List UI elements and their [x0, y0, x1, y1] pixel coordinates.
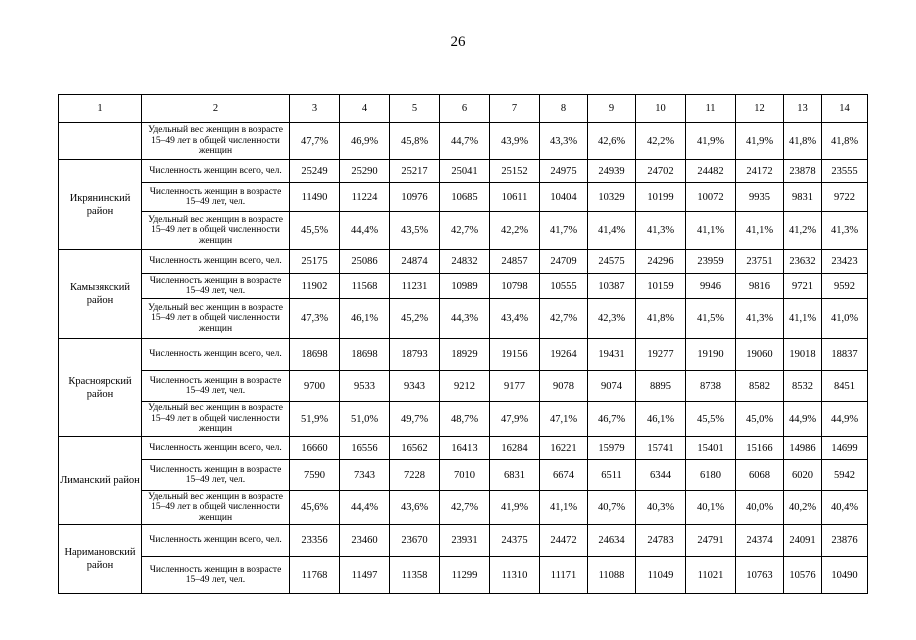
value-cell: 41,1%: [736, 212, 784, 250]
value-cell: 43,3%: [540, 123, 588, 160]
district-name: Икрянинский район: [59, 160, 142, 250]
table-header-row: [59, 95, 868, 123]
district-name: Красноярский район: [59, 339, 142, 437]
value-cell: 10490: [822, 557, 868, 594]
value-cell: 10576: [784, 557, 822, 594]
value-cell: 42,2%: [490, 212, 540, 250]
value-cell: 7228: [390, 460, 440, 491]
column-header: 2: [142, 95, 290, 123]
table-row: [59, 437, 868, 460]
value-cell: 51,9%: [290, 402, 340, 437]
value-cell: 19264: [540, 339, 588, 371]
value-cell: 6344: [636, 460, 686, 491]
value-cell: 46,7%: [588, 402, 636, 437]
value-cell: 8532: [784, 371, 822, 402]
district-name: Лиманский район: [59, 437, 142, 525]
value-cell: 24702: [636, 160, 686, 183]
table-row: [59, 557, 868, 594]
value-cell: 9343: [390, 371, 440, 402]
indicator-label: Численность женщин в возрасте 15–49 лет, чел.: [142, 460, 290, 491]
value-cell: 23959: [686, 250, 736, 274]
value-cell: 44,9%: [822, 402, 868, 437]
column-header: 1: [59, 95, 142, 123]
column-header: 8: [540, 95, 588, 123]
value-cell: 7010: [440, 460, 490, 491]
table-row: [59, 183, 868, 212]
indicator-label: Удельный вес женщин в возрасте 15–49 лет в общей численности женщин: [142, 402, 290, 437]
value-cell: 41,9%: [490, 491, 540, 525]
value-cell: 24472: [540, 525, 588, 557]
value-cell: 16284: [490, 437, 540, 460]
value-cell: 24482: [686, 160, 736, 183]
value-cell: 41,3%: [736, 299, 784, 339]
value-cell: 11021: [686, 557, 736, 594]
value-cell: 11568: [340, 274, 390, 299]
value-cell: 11231: [390, 274, 440, 299]
value-cell: 45,6%: [290, 491, 340, 525]
district-name: Камызякский район: [59, 250, 142, 339]
value-cell: 47,9%: [490, 402, 540, 437]
value-cell: 8738: [686, 371, 736, 402]
value-cell: 19060: [736, 339, 784, 371]
value-cell: 11049: [636, 557, 686, 594]
value-cell: 10199: [636, 183, 686, 212]
value-cell: 24939: [588, 160, 636, 183]
value-cell: 47,7%: [290, 123, 340, 160]
value-cell: 24791: [686, 525, 736, 557]
value-cell: 44,9%: [784, 402, 822, 437]
value-cell: 9592: [822, 274, 868, 299]
value-cell: 24575: [588, 250, 636, 274]
statistics-table: [58, 94, 868, 594]
value-cell: 18793: [390, 339, 440, 371]
value-cell: 11902: [290, 274, 340, 299]
value-cell: 24874: [390, 250, 440, 274]
value-cell: 42,7%: [440, 491, 490, 525]
value-cell: 41,8%: [636, 299, 686, 339]
indicator-label: Численность женщин в возрасте 15–49 лет, чел.: [142, 274, 290, 299]
value-cell: 15166: [736, 437, 784, 460]
district-name: [59, 123, 142, 160]
indicator-label: Численность женщин в возрасте 15–49 лет, чел.: [142, 557, 290, 594]
value-cell: 41,8%: [784, 123, 822, 160]
column-header: 4: [340, 95, 390, 123]
value-cell: 10989: [440, 274, 490, 299]
value-cell: 9721: [784, 274, 822, 299]
value-cell: 19190: [686, 339, 736, 371]
column-header: 7: [490, 95, 540, 123]
value-cell: 23931: [440, 525, 490, 557]
value-cell: 24634: [588, 525, 636, 557]
value-cell: 9831: [784, 183, 822, 212]
value-cell: 49,7%: [390, 402, 440, 437]
table-row: [59, 250, 868, 274]
value-cell: 24296: [636, 250, 686, 274]
value-cell: 41,1%: [784, 299, 822, 339]
page-number: 26: [450, 34, 466, 50]
value-cell: 23876: [822, 525, 868, 557]
value-cell: 10555: [540, 274, 588, 299]
value-cell: 9074: [588, 371, 636, 402]
value-cell: 23356: [290, 525, 340, 557]
table-row: [59, 274, 868, 299]
column-header: 10: [636, 95, 686, 123]
value-cell: 41,5%: [686, 299, 736, 339]
value-cell: 25041: [440, 160, 490, 183]
indicator-label: Удельный вес женщин в возрасте 15–49 лет в общей численности женщин: [142, 299, 290, 339]
column-header: 9: [588, 95, 636, 123]
value-cell: 45,2%: [390, 299, 440, 339]
table-row: [59, 123, 868, 160]
value-cell: 43,5%: [390, 212, 440, 250]
value-cell: 41,0%: [822, 299, 868, 339]
value-cell: 40,4%: [822, 491, 868, 525]
indicator-label: Удельный вес женщин в возрасте 15–49 лет в общей численности женщин: [142, 491, 290, 525]
value-cell: 45,5%: [686, 402, 736, 437]
value-cell: 8582: [736, 371, 784, 402]
value-cell: 41,9%: [736, 123, 784, 160]
indicator-label: Численность женщин всего, чел.: [142, 339, 290, 371]
table-row: [59, 402, 868, 437]
value-cell: 9722: [822, 183, 868, 212]
value-cell: 44,7%: [440, 123, 490, 160]
value-cell: 6068: [736, 460, 784, 491]
value-cell: 11224: [340, 183, 390, 212]
value-cell: 44,4%: [340, 212, 390, 250]
table-row: [59, 460, 868, 491]
value-cell: 7590: [290, 460, 340, 491]
value-cell: 24375: [490, 525, 540, 557]
value-cell: 10387: [588, 274, 636, 299]
value-cell: 44,3%: [440, 299, 490, 339]
indicator-label: Численность женщин всего, чел.: [142, 525, 290, 557]
value-cell: 10159: [636, 274, 686, 299]
value-cell: 16221: [540, 437, 588, 460]
value-cell: 24975: [540, 160, 588, 183]
value-cell: 41,4%: [588, 212, 636, 250]
indicator-label: Численность женщин всего, чел.: [142, 160, 290, 183]
value-cell: 41,8%: [822, 123, 868, 160]
value-cell: 41,9%: [686, 123, 736, 160]
table-row: [59, 339, 868, 371]
value-cell: 23460: [340, 525, 390, 557]
value-cell: 51,0%: [340, 402, 390, 437]
value-cell: 16556: [340, 437, 390, 460]
value-cell: 48,7%: [440, 402, 490, 437]
value-cell: 41,1%: [686, 212, 736, 250]
value-cell: 14699: [822, 437, 868, 460]
column-header: 6: [440, 95, 490, 123]
value-cell: 24832: [440, 250, 490, 274]
indicator-label: Удельный вес женщин в возрасте 15–49 лет в общей численности женщин: [142, 123, 290, 160]
value-cell: 10329: [588, 183, 636, 212]
value-cell: 15401: [686, 437, 736, 460]
value-cell: 6831: [490, 460, 540, 491]
value-cell: 9177: [490, 371, 540, 402]
value-cell: 41,2%: [784, 212, 822, 250]
value-cell: 24709: [540, 250, 588, 274]
value-cell: 10611: [490, 183, 540, 212]
value-cell: 43,6%: [390, 491, 440, 525]
value-cell: 25175: [290, 250, 340, 274]
indicator-label: Численность женщин в возрасте 15–49 лет, чел.: [142, 371, 290, 402]
value-cell: 18929: [440, 339, 490, 371]
column-header: 5: [390, 95, 440, 123]
table-row: [59, 299, 868, 339]
value-cell: 23878: [784, 160, 822, 183]
indicator-label: Численность женщин всего, чел.: [142, 250, 290, 274]
table-row: [59, 491, 868, 525]
value-cell: 45,5%: [290, 212, 340, 250]
value-cell: 6180: [686, 460, 736, 491]
value-cell: 41,3%: [636, 212, 686, 250]
value-cell: 11171: [540, 557, 588, 594]
value-cell: 24374: [736, 525, 784, 557]
value-cell: 9816: [736, 274, 784, 299]
value-cell: 8895: [636, 371, 686, 402]
value-cell: 41,1%: [540, 491, 588, 525]
value-cell: 11299: [440, 557, 490, 594]
value-cell: 19018: [784, 339, 822, 371]
value-cell: 47,3%: [290, 299, 340, 339]
value-cell: 46,9%: [340, 123, 390, 160]
value-cell: 11358: [390, 557, 440, 594]
value-cell: 24857: [490, 250, 540, 274]
column-header: 11: [686, 95, 736, 123]
value-cell: 23751: [736, 250, 784, 274]
value-cell: 19431: [588, 339, 636, 371]
value-cell: 11310: [490, 557, 540, 594]
column-header: 13: [784, 95, 822, 123]
value-cell: 5942: [822, 460, 868, 491]
value-cell: 24172: [736, 160, 784, 183]
value-cell: 10976: [390, 183, 440, 212]
value-cell: 40,3%: [636, 491, 686, 525]
value-cell: 40,1%: [686, 491, 736, 525]
value-cell: 24091: [784, 525, 822, 557]
value-cell: 11088: [588, 557, 636, 594]
value-cell: 46,1%: [340, 299, 390, 339]
indicator-label: Численность женщин в возрасте 15–49 лет, чел.: [142, 183, 290, 212]
value-cell: 24783: [636, 525, 686, 557]
value-cell: 16660: [290, 437, 340, 460]
value-cell: 41,7%: [540, 212, 588, 250]
value-cell: 18837: [822, 339, 868, 371]
value-cell: 10798: [490, 274, 540, 299]
value-cell: 25290: [340, 160, 390, 183]
value-cell: 45,8%: [390, 123, 440, 160]
column-header: 14: [822, 95, 868, 123]
table-row: [59, 212, 868, 250]
value-cell: 10072: [686, 183, 736, 212]
table-row: [59, 525, 868, 557]
indicator-label: Численность женщин всего, чел.: [142, 437, 290, 460]
value-cell: 18698: [340, 339, 390, 371]
value-cell: 43,9%: [490, 123, 540, 160]
value-cell: 9700: [290, 371, 340, 402]
value-cell: 25086: [340, 250, 390, 274]
value-cell: 10685: [440, 183, 490, 212]
table-row: [59, 160, 868, 183]
value-cell: 8451: [822, 371, 868, 402]
value-cell: 47,1%: [540, 402, 588, 437]
value-cell: 11490: [290, 183, 340, 212]
value-cell: 42,2%: [636, 123, 686, 160]
value-cell: 25249: [290, 160, 340, 183]
value-cell: 7343: [340, 460, 390, 491]
value-cell: 41,3%: [822, 212, 868, 250]
table-body: [59, 123, 868, 594]
value-cell: 11497: [340, 557, 390, 594]
value-cell: 9946: [686, 274, 736, 299]
value-cell: 19156: [490, 339, 540, 371]
value-cell: 23632: [784, 250, 822, 274]
value-cell: 6511: [588, 460, 636, 491]
value-cell: 46,1%: [636, 402, 686, 437]
value-cell: 44,4%: [340, 491, 390, 525]
value-cell: 42,3%: [588, 299, 636, 339]
table-row: [59, 371, 868, 402]
value-cell: 18698: [290, 339, 340, 371]
column-header: 12: [736, 95, 784, 123]
value-cell: 42,7%: [540, 299, 588, 339]
value-cell: 10763: [736, 557, 784, 594]
value-cell: 23555: [822, 160, 868, 183]
value-cell: 45,0%: [736, 402, 784, 437]
column-header: 3: [290, 95, 340, 123]
value-cell: 6674: [540, 460, 588, 491]
value-cell: 25217: [390, 160, 440, 183]
value-cell: 40,2%: [784, 491, 822, 525]
value-cell: 16562: [390, 437, 440, 460]
value-cell: 9935: [736, 183, 784, 212]
value-cell: 9533: [340, 371, 390, 402]
value-cell: 43,4%: [490, 299, 540, 339]
value-cell: 40,0%: [736, 491, 784, 525]
value-cell: 25152: [490, 160, 540, 183]
value-cell: 42,7%: [440, 212, 490, 250]
value-cell: 10404: [540, 183, 588, 212]
district-name: Наримановский район: [59, 525, 142, 594]
value-cell: 16413: [440, 437, 490, 460]
value-cell: 40,7%: [588, 491, 636, 525]
value-cell: 11768: [290, 557, 340, 594]
value-cell: 23670: [390, 525, 440, 557]
value-cell: 42,6%: [588, 123, 636, 160]
value-cell: 15741: [636, 437, 686, 460]
value-cell: 19277: [636, 339, 686, 371]
value-cell: 23423: [822, 250, 868, 274]
indicator-label: Удельный вес женщин в возрасте 15–49 лет в общей численности женщин: [142, 212, 290, 250]
value-cell: 9078: [540, 371, 588, 402]
value-cell: 6020: [784, 460, 822, 491]
value-cell: 9212: [440, 371, 490, 402]
value-cell: 15979: [588, 437, 636, 460]
value-cell: 14986: [784, 437, 822, 460]
